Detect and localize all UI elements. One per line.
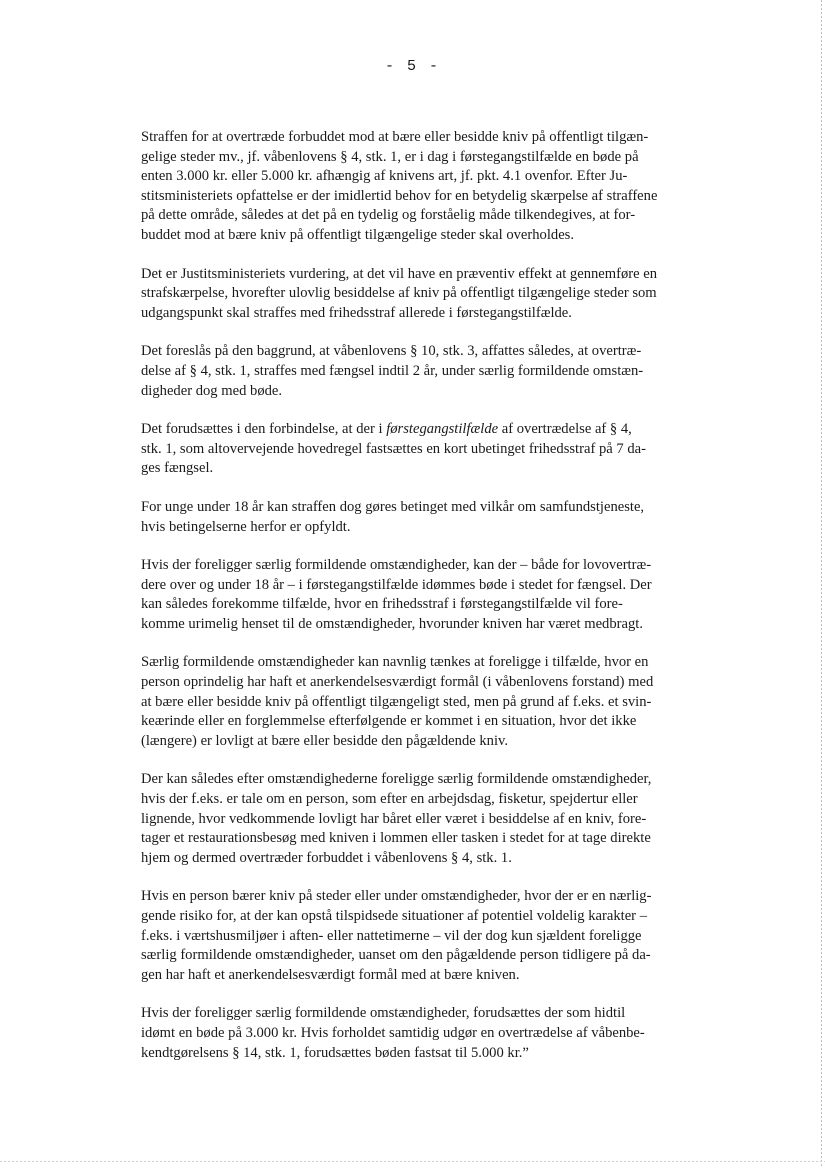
text-line: idømt en bøde på 3.000 kr. Hvis forholdet samtidig udgør en overtrædelse af våbenbe- [141,1024,645,1041]
text-line: Hvis en person bærer kniv på steder eller under omstændigheder, hvor der er en nærlig- [141,888,652,905]
text-line: gende risiko for, at der kan opstå tilspidsede situationer af potentiel voldelig karakter – [141,908,647,924]
document-body [141,128,690,1082]
text-run: Det forudsættes i den forbindelse, at der i [141,421,387,438]
text-line: lignende, hvor vedkommende lovligt har båret eller været i besiddelse af en kniv, fore- [141,810,647,827]
text-line [141,420,690,440]
text-line: (længere) er lovligt at bære eller besidde den pågældende kniv. [141,732,509,749]
text-line: Hvis der foreligger særlig formildende omstændigheder, forudsættes der som hidtil [141,1005,626,1022]
paragraph [141,128,690,246]
text-line: Særlig formildende omstændigheder kan navnlig tænkes at foreligge i tilfælde, hvor en [141,654,649,671]
text-line: hvis der f.eks. er tale om en person, som efter en arbejdsdag, fisketur, spejdertur eller [141,791,638,808]
text-line: kendtgørelsens § 14, stk. 1, forudsættes bøden fastsat til 5.000 kr.” [141,1044,529,1061]
scan-edge-right [821,0,822,1168]
paragraph [141,1004,690,1063]
text-line: digheder dog med bøde. [141,382,283,399]
paragraph [141,770,690,868]
text-line: enten 3.000 kr. eller 5.000 kr. afhængig af knivens art, jf. pkt. 4.1 ovenfor. Efter Ju- [141,168,628,185]
text-run: af overtrædelse af § 4, [498,421,632,438]
paragraph [141,420,690,479]
paragraph [141,342,690,401]
scan-edge-bottom [0,1161,825,1162]
text-line: strafskærpelse, hvorefter ulovlig besiddelse af kniv på offentligt tilgængelige steder som [141,285,657,302]
text-line: For unge under 18 år kan straffen dog gøres betinget med vilkår om samfundstjeneste, [141,498,645,515]
page-number: - 5 - [384,58,440,75]
paragraph [141,556,690,634]
text-line: delse af § 4, stk. 1, straffes med fængsel indtil 2 år, under særlig formildende omstæn- [141,362,644,379]
text-line: tager et restaurationsbesøg med kniven i lommen eller tasken i stedet for at tage direkte [141,830,651,847]
text-line: stk. 1, som altovervejende hovedregel fastsættes en kort ubetinget frihedsstraf på 7 da- [141,440,646,457]
text-line: person oprindelig har haft et anerkendelsesværdigt formål (i våbenlovens forstand) med [141,674,654,691]
paragraph [141,887,690,985]
paragraph [141,498,690,537]
text-line: ges fængsel. [141,460,214,477]
text-line: keærinde eller en forglemmelse efterfølgende er kommet i en situation, hvor det ikke [141,713,637,730]
text-line: hvis betingelserne herfor er opfyldt. [141,518,351,535]
emphasized-term: førstegangstilfælde [386,421,499,438]
paragraph [141,265,690,324]
text-line: komme urimelig henset til de omstændigheder, hvorunder kniven har været medbragt. [141,615,643,632]
text-line: Der kan således efter omstændighederne foreligge særlig formildende omstændigheder, [141,771,652,788]
text-line: Det er Justitsministeriets vurdering, at det vil have en præventiv effekt at gennemføre en [141,265,658,282]
text-line: Hvis der foreligger særlig formildende omstændigheder, kan der – både for lovovertræ- [141,557,652,574]
text-line: kan således forekomme tilfælde, hvor en frihedsstraf i førstegangstilfælde vil fore- [141,596,623,613]
text-line: særlig formildende omstændigheder, uanset om den pågældende person tidligere på da- [141,947,651,964]
text-line: buddet mod at bære kniv på offentligt tilgængelige steder skal overholdes. [141,226,574,243]
text-line: udgangspunkt skal straffes med frihedsstraf allerede i førstegangstilfælde. [141,304,572,321]
text-line: på dette område, således at det på en tydelig og forståelig måde tilkendegives, at for- [141,207,636,224]
text-line: at bære eller besidde kniv på offentligt tilgængeligt sted, men på grund af f.eks. et svin- [141,693,652,710]
text-line: gen har haft et anerkendelsesværdigt formål med at bære kniven. [141,966,520,983]
paragraph [141,653,690,751]
text-line: hjem og dermed overtræder forbuddet i våbenlovens § 4, stk. 1. [141,849,512,866]
text-line: stitsministeriets opfattelse er der imidlertid behov for en betydelig skærpelse af straffene [141,187,658,204]
text-line: f.eks. i værtshusmiljøer i aften- eller nattetimerne – vil der dog kun sjældent foreligge [141,927,642,944]
text-line: Straffen for at overtræde forbuddet mod at bære eller besidde kniv på offentligt tilgæn- [141,129,649,145]
text-line: gelige steder mv., jf. våbenlovens § 4, stk. 1, er i dag i førstegangstilfælde en bøde på [141,148,639,165]
text-line: dere over og under 18 år – i førstegangstilfælde idømmes bøde i stedet for fængsel. Der [141,576,652,593]
text-line: Det foreslås på den baggrund, at våbenlovens § 10, stk. 3, affattes således, at overtræ- [141,343,642,360]
